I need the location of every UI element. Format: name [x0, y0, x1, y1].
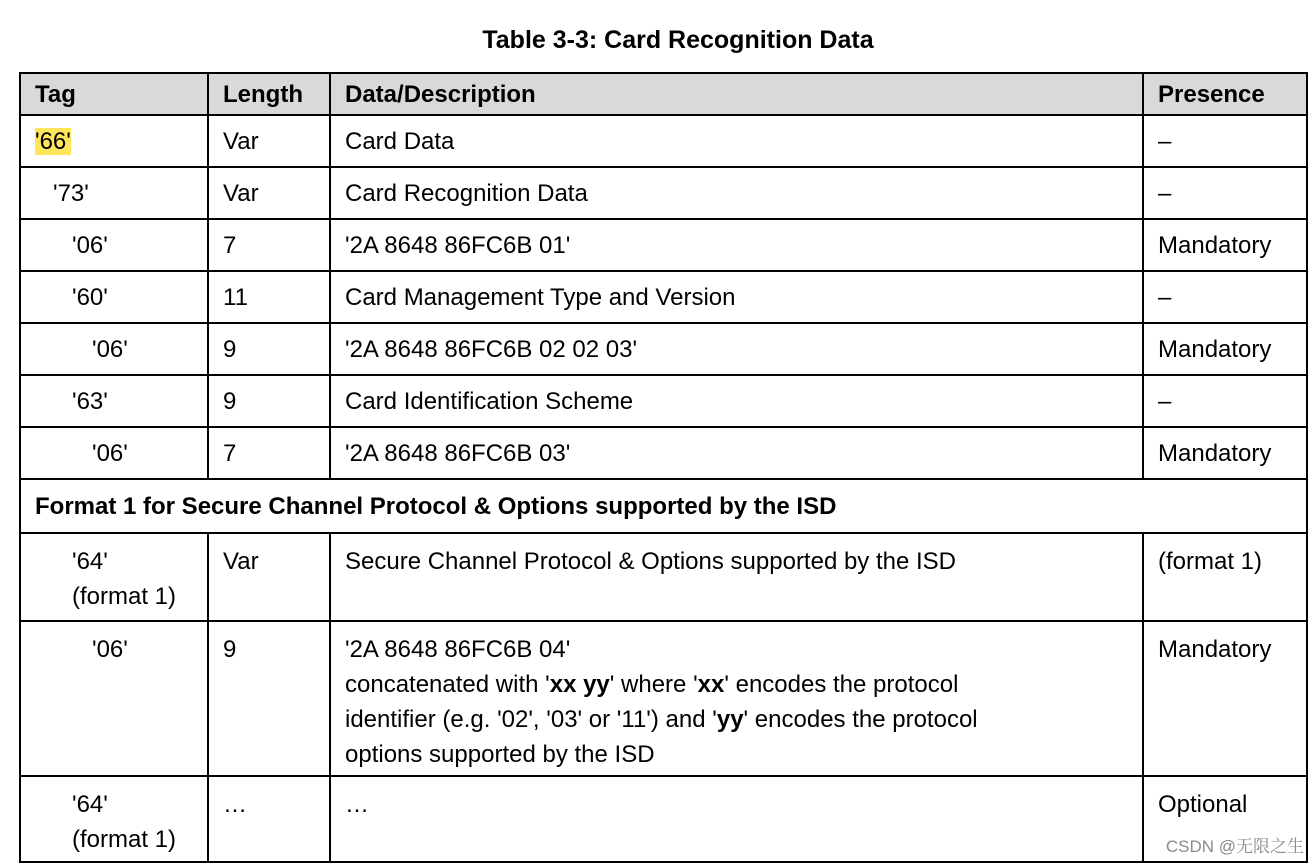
description-cell: Card Identification Scheme — [330, 375, 1143, 427]
table-row — [20, 271, 1307, 323]
tag-format-line: (format 1) — [72, 826, 177, 853]
description-cell: '2A 8648 86FC6B 01' — [330, 219, 1143, 271]
table-row — [20, 621, 1307, 776]
tag-cell — [20, 776, 208, 862]
description-cell: … — [330, 776, 1143, 862]
tag-cell: '73' — [20, 167, 208, 219]
header-presence: Presence — [1143, 73, 1307, 115]
tag-cell: '06' — [20, 621, 208, 776]
description-cell: Card Data — [330, 115, 1143, 167]
table-row — [20, 533, 1307, 621]
description-line: options supported by the ISD — [345, 741, 655, 768]
text-run: identifier (e.g. '02', '03' or '11') and ' — [345, 706, 717, 733]
text-run: ' encodes the protocol — [724, 671, 959, 698]
tag-cell: '63' — [20, 375, 208, 427]
text-run: concatenated with ' — [345, 671, 550, 698]
tag-format-line: (format 1) — [72, 583, 177, 610]
presence-cell: Mandatory — [1143, 323, 1307, 375]
length-cell: 9 — [208, 323, 330, 375]
table-title: Table 3-3: Card Recognition Data — [482, 26, 874, 54]
table-row — [20, 115, 1307, 167]
presence-cell: Mandatory — [1143, 427, 1307, 479]
bold-run: yy — [716, 706, 744, 733]
length-cell: … — [208, 776, 330, 862]
presence-cell: – — [1143, 375, 1307, 427]
card-recognition-table — [19, 72, 1308, 863]
presence-cell: Mandatory — [1143, 219, 1307, 271]
bold-run: xx — [697, 671, 725, 698]
length-cell: Var — [208, 167, 330, 219]
description-line — [345, 702, 1142, 737]
presence-cell: (format 1) — [1143, 533, 1307, 621]
header-tag: Tag — [20, 73, 208, 115]
presence-cell: Mandatory — [1143, 621, 1307, 776]
description-cell: '2A 8648 86FC6B 03' — [330, 427, 1143, 479]
description-cell: Card Management Type and Version — [330, 271, 1143, 323]
tag-cell: '60' — [20, 271, 208, 323]
tag-cell: '06' — [20, 323, 208, 375]
length-cell: 9 — [208, 375, 330, 427]
description-cell: Card Recognition Data — [330, 167, 1143, 219]
table-row — [20, 167, 1307, 219]
table-row — [20, 776, 1307, 862]
header-description: Data/Description — [330, 73, 1143, 115]
table-row — [20, 219, 1307, 271]
highlighted-tag: '66' — [35, 127, 71, 155]
description-cell — [330, 621, 1143, 776]
table-row — [20, 427, 1307, 479]
length-cell: 7 — [208, 427, 330, 479]
length-cell: Var — [208, 115, 330, 167]
description-line — [345, 667, 1142, 702]
description-line: '2A 8648 86FC6B 04' — [345, 636, 571, 663]
description-cell: Secure Channel Protocol & Options supported by the ISD — [330, 533, 1143, 621]
text-run: ' encodes the protocol — [743, 706, 978, 733]
bold-run: xx yy — [549, 671, 610, 698]
tag-line: '64' — [72, 791, 108, 818]
tag-cell — [20, 533, 208, 621]
length-cell: Var — [208, 533, 330, 621]
presence-cell: – — [1143, 167, 1307, 219]
presence-cell: Optional — [1143, 776, 1307, 862]
description-cell: '2A 8648 86FC6B 02 02 03' — [330, 323, 1143, 375]
header-row — [20, 73, 1307, 115]
length-cell: 7 — [208, 219, 330, 271]
header-length: Length — [208, 73, 330, 115]
table-row — [20, 375, 1307, 427]
tag-cell: '06' — [20, 427, 208, 479]
length-cell: 9 — [208, 621, 330, 776]
tag-cell — [20, 115, 208, 167]
text-run: ' where ' — [609, 671, 698, 698]
section-row — [20, 479, 1307, 533]
tag-line: '64' — [72, 548, 108, 575]
section-heading: Format 1 for Secure Channel Protocol & Options supported by the ISD — [20, 479, 1307, 533]
watermark: CSDN @无限之生 — [1165, 837, 1304, 856]
table-row — [20, 323, 1307, 375]
presence-cell: – — [1143, 115, 1307, 167]
tag-cell: '06' — [20, 219, 208, 271]
length-cell: 11 — [208, 271, 330, 323]
presence-cell: – — [1143, 271, 1307, 323]
